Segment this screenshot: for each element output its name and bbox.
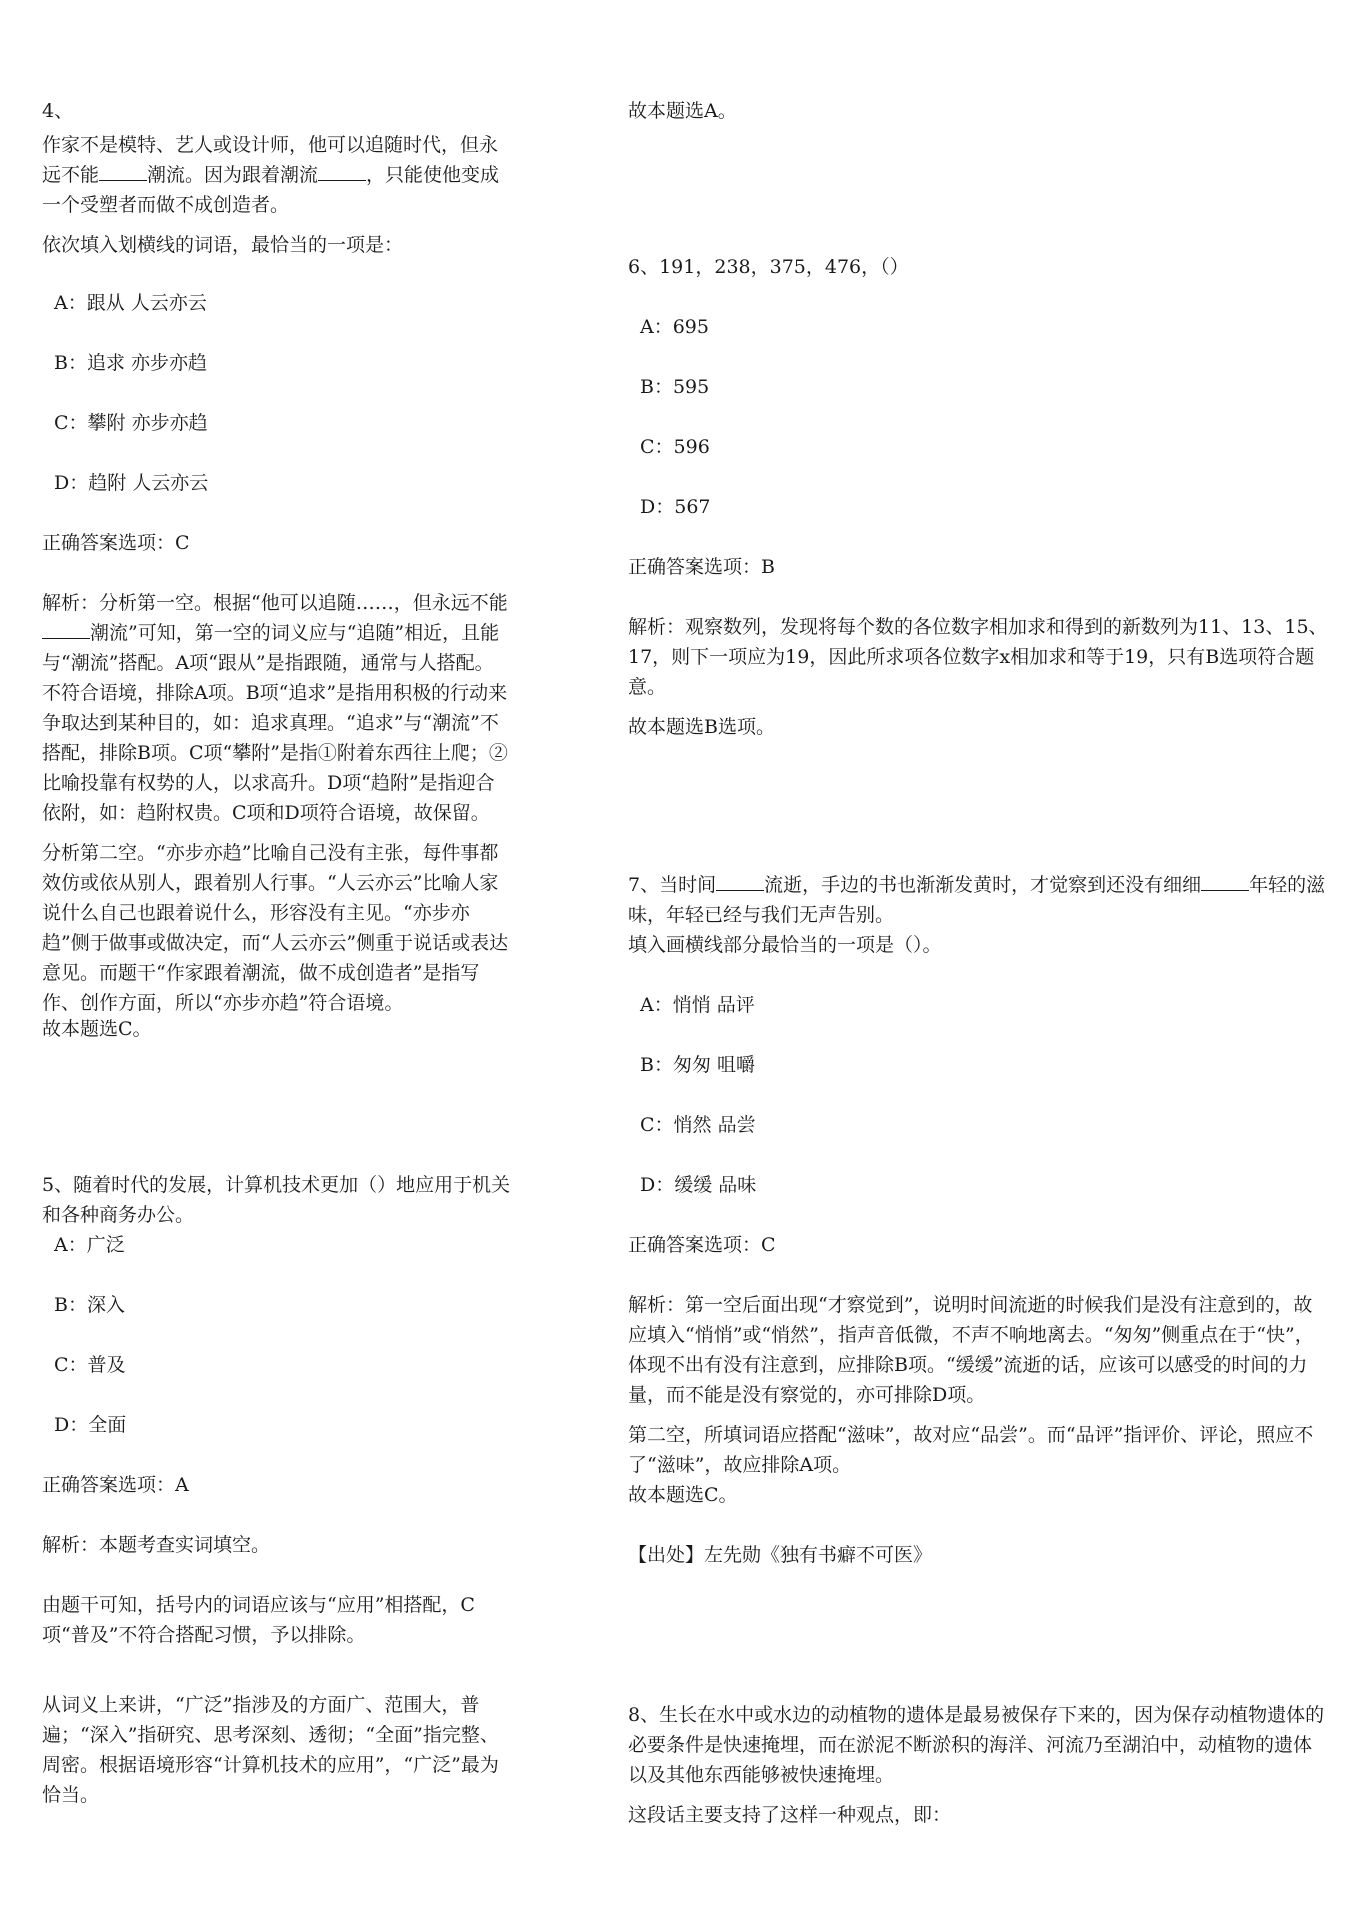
q6-conclusion: 故本题选B选项。 [628,716,775,738]
q8-stem: 8、生长在水中或水边的动植物的遗体是最易被保存下来的，因为保存动植物遗体的必要条件是快速掩埋，而在淤泥不断淤积的海洋、河流乃至湖泊中，动植物的遗体以及其他东西能够被快速掩埋。 [628,1704,1325,1786]
q6-option-d: D：567 [640,496,711,518]
q5-analysis-1: 解析：本题考查实词填空。 [42,1534,271,1556]
q4-analysis-2: 分析第二空。“亦步亦趋”比喻自己没有主张，每件事都效仿或依从别人，跟着别人行事。“人云亦云”比喻人家说什么自己也跟着说什么，形容没有主见。“亦步亦趋”侧于做事或做决定，而“人云亦云”侧重于说话或表达意见。而题干“作家跟着潮流，做不成创造者”是指写作、创作方面，所以“亦步亦趋”符合语境。 [42,842,509,1014]
q5-stem: 5、随着时代的发展，计算机技术更加（）地应用于机关和各种商务办公。 [42,1174,511,1226]
q5-option-d: D：全面 [54,1414,127,1436]
q4-stem: 作家不是模特、艺人或设计师，他可以追随时代，但永远不能 潮流。因为跟着潮流 ，只能使他变成一个受塑者而做不成创造者。 [42,134,500,216]
q6-option-b: B：595 [640,376,710,398]
q6-stem: 6、191，238，375，476，（） [628,256,909,278]
q6-answer: 正确答案选项：B [628,556,775,578]
q7-conclusion: 故本题选C。 [628,1484,738,1506]
q4-option-c: C：攀附 亦步亦趋 [54,412,208,434]
q7-source: 【出处】左先勋《独有书癖不可医》 [628,1544,933,1566]
q4-conclusion: 故本题选C。 [42,1018,152,1040]
prev-conclusion: 故本题选A。 [628,100,737,122]
q4-option-d: D：趋附 人云亦云 [54,472,209,494]
q5-answer: 正确答案选项：A [42,1474,189,1496]
blank-line [1201,889,1249,891]
blank-line [99,179,147,181]
q4-instruction: 依次填入划横线的词语，最恰当的一项是： [42,234,404,256]
q4-answer: 正确答案选项：C [42,532,190,554]
q8-instruction: 这段话主要支持了这样一种观点，即： [628,1804,952,1826]
q5-option-c: C：普及 [54,1354,126,1376]
q7-analysis-2: 第二空，所填词语应搭配“滋味”，故对应“品尝”。而“品评”指评价、评论，照应不了“滋味”，故应排除A项。 [628,1424,1314,1476]
q7-option-d: D：缓缓 品味 [640,1174,757,1196]
q7-instruction: 填入画横线部分最恰当的一项是（）。 [628,934,942,956]
q7-option-a: A：悄悄 品评 [640,994,755,1016]
blank-line [42,637,90,639]
q5-option-b: B：深入 [54,1294,125,1316]
q4-option-b: B：追求 亦步亦趋 [54,352,208,374]
blank-line [716,889,764,891]
q4-number: 4、 [42,100,74,122]
q7-stem: 7、当时间 流逝，手边的书也渐渐发黄时，才觉察到还没有细细 年轻的滋味，年轻已经与我们无声告别。 [628,874,1326,926]
q6-option-a: A：695 [640,316,709,338]
q6-analysis: 解析：观察数列，发现将每个数的各位数字相加求和得到的新数列为11、13、15、17，则下一项应为19，因此所求项各位数字x相加求和等于19，只有B选项符合题意。 [628,616,1328,698]
q7-analysis-1: 解析：第一空后面出现“才察觉到”，说明时间流逝的时候我们是没有注意到的，故应填入“悄悄”或“悄然”，指声音低微，不声不响地离去。“匆匆”侧重点在于“快”，体现不出有没有注意到，应排除B项。“缓缓”流逝的话，应该可以感受的时间的力量，而不能是没有察觉的，亦可排除D项。 [628,1294,1314,1406]
q5-analysis-3: 从词义上来讲，“广泛”指涉及的方面广、范围大，普遍；“深入”指研究、思考深刻、透彻；“全面”指完整、周密。根据语境形容“计算机技术的应用”，“广泛”最为恰当。 [42,1694,499,1806]
q5-analysis-2: 由题干可知，括号内的词语应该与“应用”相搭配，C项“普及”不符合搭配习惯，予以排除。 [42,1594,475,1646]
q4-option-a: A：跟从 人云亦云 [54,292,207,314]
blank-line [318,179,366,181]
q7-option-c: C：悄然 品尝 [640,1114,756,1136]
q6-option-c: C：596 [640,436,710,458]
q7-answer: 正确答案选项：C [628,1234,776,1256]
q4-analysis-1: 解析：分析第一空。根据“他可以追随……，但永远不能潮流”可知，第一空的词义应与“追随”相近，且能与“潮流”搭配。A项“跟从”是指跟随，通常与人搭配。不符合语境，排除A项。B项“追求”是指用积极的行动来争取达到某种目的，如：追求真理。“追求”与“潮流”不搭配，排除B项。C项“攀附”是指①附着东西往上爬；②比喻投靠有权势的人，以求高升。D项“趋附”是指迎合依附，如：趋附权贵。C项和D项符合语境，故保留。 [42,592,508,824]
q5-option-a: A：广泛 [54,1234,125,1256]
q7-option-b: B：匆匆 咀嚼 [640,1054,756,1076]
